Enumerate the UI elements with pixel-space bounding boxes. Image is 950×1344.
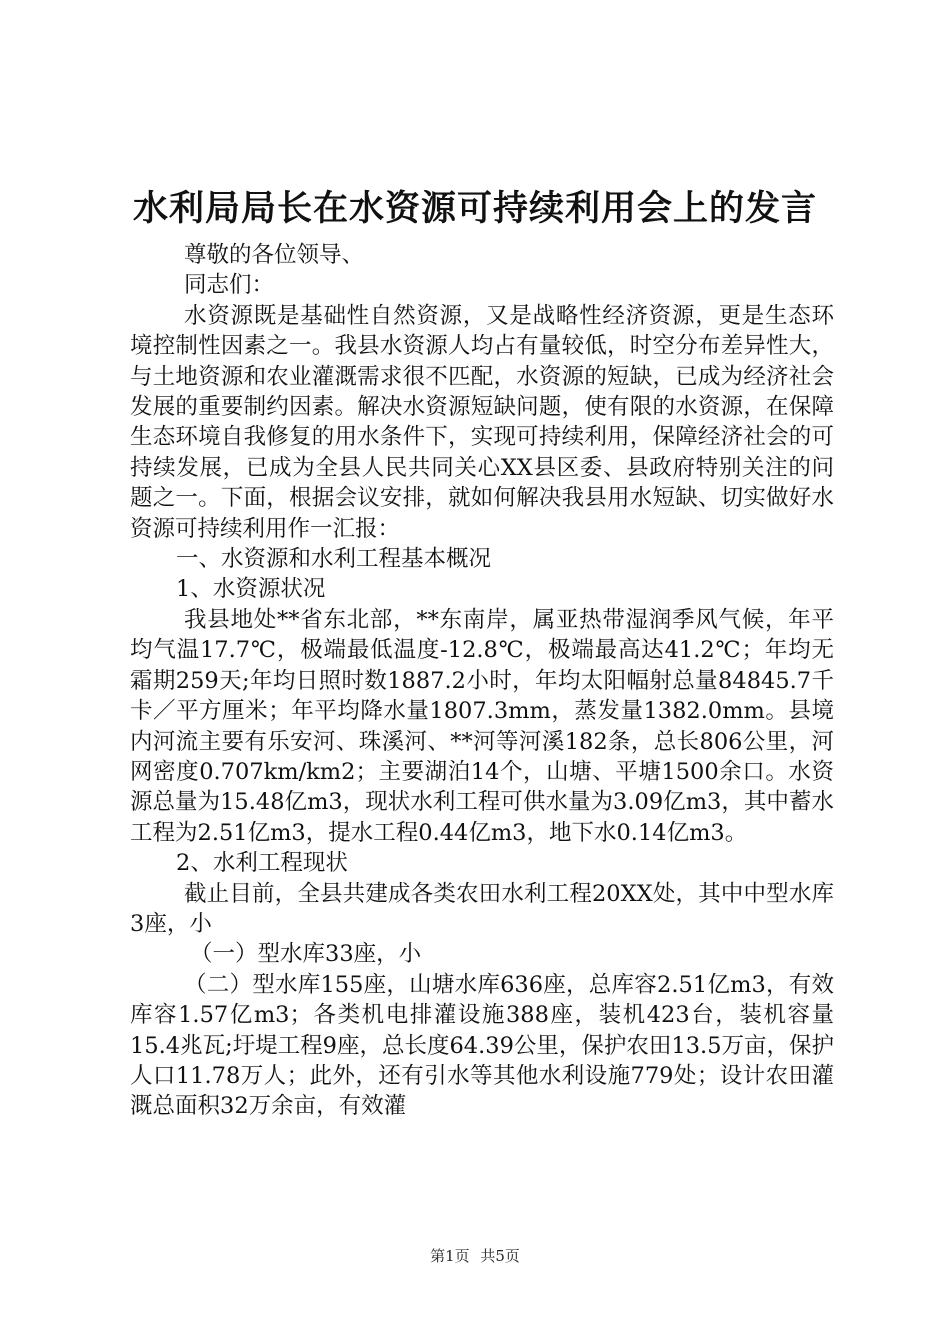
document-body <box>130 240 834 1122</box>
salutation-line-1: 尊敬的各位领导、 <box>184 242 365 268</box>
page-total: 共5页 <box>480 1247 520 1265</box>
water-resources-paragraph: 我县地处**省东北部，**东南岸，属亚热带湿润季风气候，年平均气温17.7℃，极端最低温度-12.8℃，极端最高达41.2℃；年均无霜期259天;年均日照时数1887.2小时，年均太阳幅射总量84845.7千卡／平方厘米；年平均降水量1807.3mm，蒸发量1382.0mm。县境内河流主要有乐安河、珠溪河、**河等河溪182条，总长806公里，河网密度0.707km/km2；主要湖泊14个，山塘、平塘1500余口。水资源总量为15.48亿m3，现状水利工程可供水量为3.09亿m3，其中蓄水工程为2.51亿m3，提水工程0.44亿m3，地下水0.14亿m3。 <box>130 606 834 846</box>
water-projects-paragraph: 截止目前，全县共建成各类农田水利工程20XX处，其中中型水库3座，小 <box>130 880 834 937</box>
document-title: 水利局局长在水资源可持续利用会上的发言 <box>132 188 817 229</box>
list-item-1: （一）型水库33座，小 <box>190 941 422 968</box>
intro-paragraph: 水资源既是基础性自然资源，又是战略性经济资源，更是生态环境控制性因素之一。我县水资源人均占有量较低，时空分布差异性大，与土地资源和农业灌溉需求很不匹配，水资源的短缺，已成为经济社会发展的重要制约因素。解决水资源短缺问题，使有限的水资源，在保障生态环境自我修复的用水条件下，实现可持续利用，保障经济社会的可持续发展，已成为全县人民共同关心XX县区委、县政府特别关注的问题之一。下面，根据会议安排，就如何解决我县用水短缺、切实做好水资源可持续利用作一汇报： <box>130 302 834 542</box>
subsection-heading-water-projects: 2、水利工程现状 <box>176 850 348 877</box>
salutation-line-2: 同志们： <box>184 272 275 299</box>
list-item-2: （二）型水库155座，山塘水库636座，总库容2.51亿m3，有效库容1.57亿m3；各类机电排灌设施388座，装机423台，装机容量15.4兆瓦;圩堤工程9座，总长度64.39公里，保护农田13.5万亩，保护人口11.78万人；此外，还有引水等其他水利设施779处；设计农田灌溉总面积32万余亩，有效灌 <box>130 971 835 1120</box>
subsection-heading-water-resources: 1、水资源状况 <box>176 576 326 603</box>
page-number: 第1页 <box>430 1247 470 1265</box>
section-heading-1: 一、水资源和水利工程基本概况 <box>176 546 492 573</box>
page-footer <box>0 1245 950 1266</box>
